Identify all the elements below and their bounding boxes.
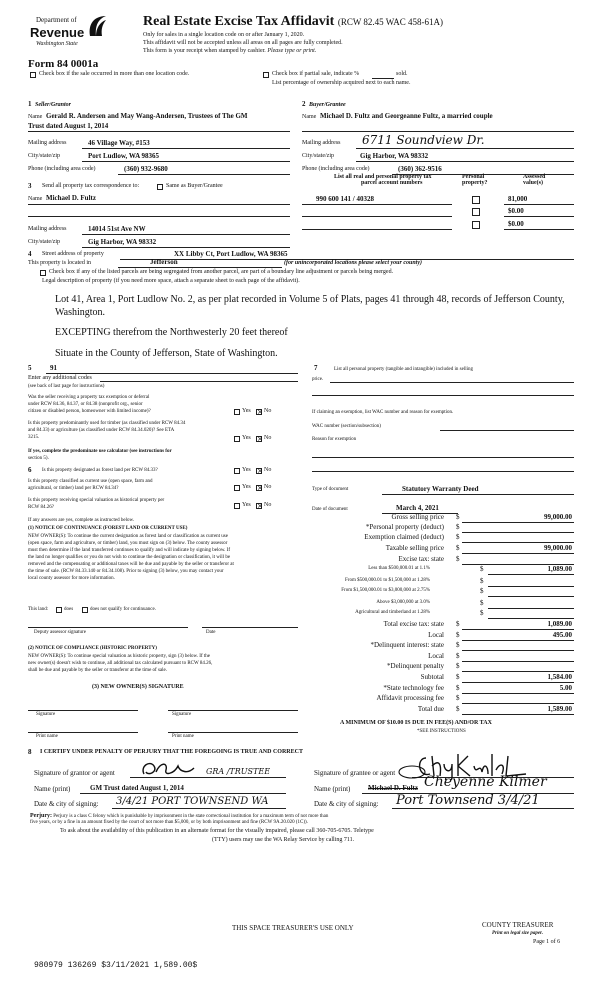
parcel-col2-line1: Personal [462,174,485,180]
new-owner-sig-title: (3) NEW OWNER(S) SIGNATURE [92,684,184,690]
seller-phone: (360) 932-9680 [124,165,168,173]
s6-q1-no-label: No [264,467,272,473]
s6-q2-line1: Is this property classified as current use (open space, farm and [28,479,153,484]
buyer-mailing: 6711 Soundview Dr. [362,133,485,147]
s6-q3-no-checkbox[interactable]: × [257,502,263,510]
seller-name-label: Name [28,114,43,120]
multi-location-label: Check box if the sale occurred in more than one location code. [39,71,190,77]
s5-q2-line1: Is this property predominantly used for timber (as classified under RCW 84.34 [28,421,186,426]
notice2-body [28,653,212,674]
buyer-mailing-label: Mailing address [302,140,341,146]
calc-label: *Delinquent penalty [387,662,444,670]
calc-label: Less than $500,000.01 at 1.1% [368,566,430,571]
correspondence-name: Michael D. Fultz [46,194,96,202]
correspondence-city-label: City/state/zip [28,239,60,245]
same-as-buyer-checkbox[interactable] [157,184,163,190]
grantor-sig-hand: GRA /TRUSTEE [206,767,271,776]
calc-dollar: $ [456,673,460,681]
s6-q3-line2: RCW 84.26? [28,505,55,510]
s5-q3-line1: If yes, complete the predominate use calculator (see instructions for [28,449,172,454]
grantor-print-label: Name (print) [34,785,71,793]
seller-mailing: 46 Village Way, #153 [88,139,150,147]
calc-dollar: $ [456,631,460,639]
s5-q1-no-label: No [264,408,272,414]
seller-mailing-label: Mailing address [28,140,67,146]
perjury-label: Perjury: [30,813,52,819]
calc-value: 495.00 [552,631,572,639]
minimum-note: A MINIMUM OF $10.00 IS DUE IN FEE(S) AND/OR TAX [340,720,492,726]
doc-type-line [382,494,574,495]
s6-any-yes: If any answers are yes, complete as instructed below. [28,518,135,523]
section-3-num: 3 [28,182,32,190]
calc-dollar: $ [456,641,460,649]
s5-q2 [28,420,185,441]
buyer-mailing-line [356,148,574,149]
calc-value: 1,089.00 [547,620,572,628]
use-code: 91 [50,364,57,372]
personal-property-checkbox-2[interactable] [472,208,480,216]
grantee-date-hand: Port Townsend 3/4/21 [396,793,540,808]
correspondence-name-line [28,204,290,205]
multi-location-checkbox[interactable] [30,72,36,78]
calc-dollar: $ [456,544,460,552]
dor-logo-line2: Revenue [30,25,85,40]
parcel-col3-header [523,174,545,186]
located-label: This property is located in [28,260,91,266]
seller-mailing-line [82,148,290,149]
form-title-text: Real Estate Excise Tax Affidavit [143,14,335,29]
s5-q3 [28,448,172,462]
buyer-phone-label: Phone (including area code) [302,166,370,172]
legal-description-2: Washington. [55,307,106,318]
deputy-date-line [202,627,298,628]
unincorporated-note: (for unincorporated locations please select your county) [284,260,422,266]
header-note-1: Only for sales in a single location code on or after January 1, 2020. [143,32,305,38]
grantor-date-hand: 3/4/21 PORT TOWNSEND WA [116,796,269,807]
new-owner-sig-label-1: Signature [36,712,56,717]
grantor-date-label: Date & city of signing: [34,800,99,808]
form-title [143,14,443,30]
s5-q1-yes-checkbox[interactable] [234,409,240,415]
calc-line [462,542,574,543]
notice1-line5: removed and the compensating or additional taxes will be due and payable by the seller or transferor at [28,562,234,567]
calc-label: From $500,000.01 to $1,500,000 at 1.28% [345,578,430,583]
header-note-2: This affidavit will not be accepted unless all areas on all pages are fully completed. [143,40,343,46]
calc-line [488,618,574,619]
new-owner-sig-line-1 [28,710,138,711]
calc-label: From $1,500,000.01 to $3,000,000 at 2.75% [341,588,430,593]
parcel-line-2 [302,216,452,217]
doc-date-label: Date of document [312,507,348,512]
personal-property-checkbox-1[interactable] [472,196,480,204]
perjury-line-4: (TTY) users may use the WA Relay Service by calling 711. [212,837,355,843]
parcel-col3-line2: value(s) [523,180,543,186]
calc-line [462,671,574,672]
assessed-line-1 [504,204,574,205]
s5-q1-line2: under RCW 84.36, 84.37, or 84.38 (nonprofit org., senior [28,402,143,407]
section-6-num: 6 [28,466,32,474]
calc-dollar: $ [456,523,460,531]
parcel-line-3 [302,229,452,230]
grantee-date-line [392,808,574,809]
seller-name: Gerald R. Andersen and May Wang-Andersen, Trustees of The GM [46,112,248,120]
parcel-col2-line2: property? [462,180,488,186]
section-5-num: 5 [28,364,32,372]
calc-line [488,596,574,597]
land-does-not-label: does not qualify for continuance. [90,607,156,612]
calc-dollar: $ [456,620,460,628]
additional-codes-label: Enter any additional codes [28,375,92,381]
parcel-line-1 [302,204,452,205]
deputy-sig-label: Deputy assessor signature [34,630,86,635]
section-4-num: 4 [28,250,32,258]
assessed-line-2 [504,216,574,217]
s5-q2-yes-label: Yes [242,435,251,441]
header-note-3-text: This form is your receipt when stamped by cashier. [143,48,266,54]
dor-logo-line3: Washington State [36,41,78,47]
calc-line [462,703,574,704]
deputy-sig-line [28,627,188,628]
see-back-note: (see back of last page for instructions) [28,384,105,389]
calc-dollar: $ [456,533,460,541]
s6-q2-no-checkbox[interactable]: × [257,484,263,492]
calc-value: 1,089.00 [547,565,572,573]
notice1-line4: the land no longer qualifies or you do not wish to continue the designation or classification, it will be [28,555,231,560]
calc-label: Excise tax: state [398,555,444,563]
header-note-3-italic: Please type or print. [267,48,317,54]
buyer-city-line [356,161,574,162]
buyer-city: Gig Harbor, WA 98332 [360,152,429,160]
buyer-city-label: City/state/zip [302,153,334,159]
assessed-value: 81,000 [508,195,528,203]
calc-label: Above $3,000,000 at 3.0% [376,600,430,605]
calc-value: 1,584.00 [547,673,572,681]
reason-line-1 [312,457,574,458]
cashier-stamp: 980979 136269 $3/11/2021 1,589.00$ [34,961,198,970]
buyer-phone: (360) 362-9516 [398,165,442,173]
new-owner-sig-label-2: Signature [172,712,192,717]
grantee-print-struck: Michael D. Fultz [368,784,418,792]
calc-line [462,640,574,641]
s5-q1-line1: Was the seller receiving a property tax exemption or deferral [28,395,150,400]
section-7-label-2: price. [312,377,324,382]
s5-q2-no-label: No [264,435,272,441]
dor-logo [28,16,108,54]
calc-dollar: $ [456,684,460,692]
perjury-text-1: Perjury is a class C felony which is punishable by imprisonment in the state correctional institution for a maximum term of not more than [53,814,329,819]
calc-label: Local [428,631,444,639]
calc-dollar: $ [456,662,460,670]
notice1-line2: (open space, farm and agriculture, or timber) land, you must sign on (3) below. The county assessor [28,541,228,546]
wac-label: WAC number (section/subsection) [312,424,381,429]
calc-label: *State technology fee [383,684,444,692]
seller-city-label: City/state/zip [28,153,60,159]
s5-q3-line2: section 5). [28,456,49,461]
notice1-body [28,533,234,582]
buyer-name-label: Name [302,114,317,120]
notice1-title: (1) NOTICE OF CONTINUANCE (FOREST LAND OR CURRENT USE) [28,526,188,531]
calc-line [462,522,574,523]
correspondence-city-line [82,247,290,248]
form-title-ref: (RCW 82.45 WAC 458-61A) [337,17,444,27]
calc-label: Subtotal [420,673,444,681]
s6-q2 [28,478,153,492]
calc-line [462,693,574,694]
s6-q2-no-label: No [264,484,272,490]
calc-label: *Delinquent interest: state [370,641,444,649]
s6-q2-yes-label: Yes [242,484,251,490]
calc-line [462,661,574,662]
s5-q2-line3: 3215. [28,435,40,440]
calc-line [462,650,574,651]
treasurer-use-only: THIS SPACE TREASURER'S USE ONLY [232,924,354,932]
this-land-label: This land: [28,607,49,612]
s5-q2-yes-checkbox[interactable] [234,436,240,442]
correspondence-mailing-label: Mailing address [28,226,67,232]
perjury-line-3: To ask about the availability of this publication in an alternate format for the visually impaired, please call 360-705-6705. Teletype [60,828,374,834]
parcel-col1-header [334,174,431,186]
partial-sale-label: Check box if partial sale, indicate % [272,71,360,77]
calc-value: 5.00 [559,684,572,692]
calc-label: Local [428,652,444,660]
legal-size-note: Print on legal size paper. [492,931,543,936]
calc-label: Total due [417,705,444,713]
calc-label: Total excise tax: state [383,620,444,628]
correspondence-blank-line [28,216,290,217]
notice1-line6: the time of sale. (RCW 84.33.140 or 84.34.108). Prior to signing (3) below, you may contact your [28,569,224,574]
page-number: Page 1 of 6 [533,939,561,945]
s6-q2-line2: agricultural, or timber) land per RCW 84.34? [28,486,119,491]
exemption-label: If claiming an exemption, list WAC number and reason for exemption. [312,410,454,415]
calc-dollar: $ [456,555,460,563]
seller-name-2: Trust dated August 1, 2014 [28,122,109,130]
section-2-num: 2 [302,100,306,108]
s6-q3-yes-checkbox[interactable] [234,503,240,509]
s5-q1-line3: citizen or disabled person, homeowner with limited income)? [28,409,151,414]
calc-line [462,629,574,630]
correspondence-name-label: Name [28,196,43,202]
grantor-print-line [80,793,286,794]
calc-value: 99,000.00 [544,513,572,521]
new-owner-print-line-2 [168,732,298,733]
legal-description-label: Legal description of property (if you need more space, attach a separate sheet to each page of the affidavit). [42,278,300,284]
s5-q1 [28,394,151,415]
calc-dollar: $ [480,587,484,595]
deputy-date-label: Date [206,630,216,635]
section-7-label [334,366,473,374]
calc-line [462,553,574,554]
seller-city-line [82,161,290,162]
s6-q1-yes-label: Yes [242,467,251,473]
certify-statement: I CERTIFY UNDER PENALTY OF PERJURY THAT THE FOREGOING IS TRUE AND CORRECT [40,749,303,755]
new-owner-print-label-1: Print name [36,734,58,739]
reason-label: Reason for exemption [312,437,357,442]
calc-line [462,682,574,683]
county-line [118,267,282,268]
section-2-label: Buyer/Grantee [309,102,346,108]
calc-dollar: $ [456,705,460,713]
use-code-line [46,373,298,374]
seller-name-line [28,131,290,132]
s6-q3-no-label: No [264,502,272,508]
new-owner-print-label-2: Print name [172,734,194,739]
correspondence-mailing: 14014 51st Ave NW [88,225,146,233]
partial-sale-line [372,78,394,79]
calc-line [462,532,574,533]
calc-line [488,574,574,575]
calc-label: Exemption claimed (deduct) [364,533,444,541]
calc-line [488,608,574,609]
grantee-print-hand: Cheyenne Kilmer [424,774,547,790]
s5-q2-line2: and 84.33) or agriculture (as classified under RCW 84.34.020)? See ETA [28,428,175,433]
calc-dollar: $ [480,577,484,585]
new-owner-print-line-1 [28,732,138,733]
s6-q2-yes-checkbox[interactable] [234,485,240,491]
s6-q1: Is this property designated as forest land per RCW 84.33? [42,468,158,473]
parcel-col1-line1: List all real and personal property tax [334,174,432,180]
calc-dollar: $ [480,599,484,607]
doc-date: March 4, 2021 [396,504,439,512]
section-7-num: 7 [314,364,318,372]
assessed-value: $0.00 [508,220,524,228]
see-instructions: *SEE INSTRUCTIONS [417,729,466,734]
additional-codes-line [100,381,298,382]
notice2-line1: NEW OWNER(S): To continue special valuation as historic property, sign (3) below. If the [28,654,210,659]
section-1-title [28,100,71,108]
grantee-print-label: Name (print) [314,785,351,793]
legal-description-1: Lot 41, Area 1, Port Ludlow No. 2, as per plat recorded in Volume 5 of Plats, pages 41 through 48, records of Jefferson County, [55,294,565,305]
calc-value: 99,000.00 [544,544,572,552]
land-does-not-checkbox[interactable] [82,607,88,613]
notice1-line1: NEW OWNER(S): To continue the current designation as forest land or classification as current use [28,534,228,539]
s6-q3-line1: Is this property receiving special valuation as historical property per [28,498,165,503]
grantee-sig-label: Signature of grantee or agent [314,769,396,777]
perjury-line-1 [30,813,328,819]
notice2-title: (2) NOTICE OF COMPLIANCE (HISTORIC PROPERTY) [28,646,157,651]
calc-value: 1,589.00 [547,705,572,713]
parcel-col1-line2: parcel account numbers [360,180,423,186]
calc-label: Affidavit processing fee [376,694,444,702]
calc-dollar: $ [456,513,460,521]
s6-q1-no-checkbox[interactable]: × [257,467,263,475]
s5-q2-no-checkbox[interactable]: × [257,435,263,443]
correspondence-mailing-line [82,234,290,235]
personal-property-checkbox-3[interactable] [472,221,480,229]
s6-q1-yes-checkbox[interactable] [234,468,240,474]
parcel-col3-line1: Assessed [523,174,546,180]
s5-q1-no-checkbox[interactable]: × [257,408,263,416]
doc-type-label: Type of document [312,487,349,492]
perjury-line-2: five years, or by a fine in an amount fixed by the court of not more than $5,000, or by both imprisonment and fine (RCW 9A.20.020 (1C)). [30,820,308,825]
section-8-num: 8 [28,748,32,756]
grantor-print: GM Trust dated August 1, 2014 [90,784,184,792]
calc-dollar: $ [456,694,460,702]
dor-logo-line1: Department of [36,16,77,24]
section-1-num: 1 [28,100,32,108]
seller-phone-line [118,174,290,175]
land-does-label: does [64,607,74,612]
grantor-signature-mark [138,758,198,780]
calc-label: *Personal property (deduct) [365,523,444,531]
s5-q1-yes-label: Yes [242,408,251,414]
street-address: XX Libby Ct, Port Ludlow, WA 98365 [174,250,288,258]
header-note-3 [143,48,316,54]
personal-property-line-2 [312,395,574,396]
calc-dollar: $ [480,565,484,573]
partial-sale-sold: sold. [396,71,408,77]
section-7-label-line1: List all personal property (tangible and intangible) included in selling [334,367,473,372]
buyer-name: Michael D. Fultz and Georgeanne Fultz, a married couple [320,112,493,120]
parcel-number: 990 600 141 / 40328 [316,195,374,203]
same-as-buyer-label: Same as Buyer/Grantee [166,183,223,189]
notice2-line3: shall be due and payable by the seller or transferor at the time of sale. [28,668,167,673]
assessed-line-3 [504,229,574,230]
parcel-col2-header [462,174,488,186]
grantor-sig-label: Signature of grantor or agent [34,769,115,777]
correspondence-city: Gig Harbor, WA 98332 [88,238,157,246]
list-percentage-note: List percentage of ownership acquired next to each name. [272,80,411,86]
legal-description-4: Situate in the County of Jefferson, State of Washington. [55,348,278,359]
s6-q3-yes-label: Yes [242,502,251,508]
buyer-name-line [302,131,574,132]
section-1-label: Seller/Grantor [35,102,72,108]
county-value: Jefferson [150,258,178,266]
calc-dollar: $ [480,609,484,617]
seller-city: Port Ludlow, WA 98365 [88,152,160,160]
correspondence-label: Send all property tax correspondence to: [42,183,140,189]
section-2-title [302,100,346,108]
calc-label: Taxable selling price [385,544,444,552]
doc-type: Statutory Warranty Deed [402,485,479,493]
notice1-line3: must then determine if the land transferred continues to qualify and will indicate by signing below. If [28,548,230,553]
calc-label: Gross selling price [391,513,444,521]
calc-label: Agricultural and timberland at 1.28% [355,610,430,615]
legal-description-3: EXCEPTING therefrom the Northwesterly 20 feet thereof [55,327,288,338]
segregated-checkbox[interactable] [40,270,46,276]
notice1-line7: local county assessor for more information. [28,576,115,581]
personal-property-line-1 [330,382,574,383]
calc-line [488,586,574,587]
dor-swoosh-icon [86,14,108,40]
seller-phone-label: Phone (including area code) [28,166,96,172]
assessed-value: $0.00 [508,207,524,215]
notice2-line2: new owner(s) doesn't wish to continue, all additional tax calculated pursuant to RCW 84.26, [28,661,213,666]
land-does-checkbox[interactable] [56,607,62,613]
calc-dollar: $ [456,652,460,660]
reason-line-2 [312,471,574,472]
s6-q3 [28,497,164,511]
street-label: Street address of property [42,251,104,257]
new-owner-sig-line-2 [168,710,298,711]
partial-sale-checkbox[interactable] [263,72,269,78]
segregated-label: Check box if any of the listed parcels are being segregated from another parcel, are part of a boundary line adjustment or parcels being merged. [49,269,394,275]
grantee-date-label: Date & city of signing: [314,800,379,808]
grantor-date-line [112,808,286,809]
wac-line [440,430,574,431]
calc-line [462,714,574,715]
form-number: Form 84 0001a [28,58,99,70]
county-treasurer: COUNTY TREASURER [482,921,554,929]
